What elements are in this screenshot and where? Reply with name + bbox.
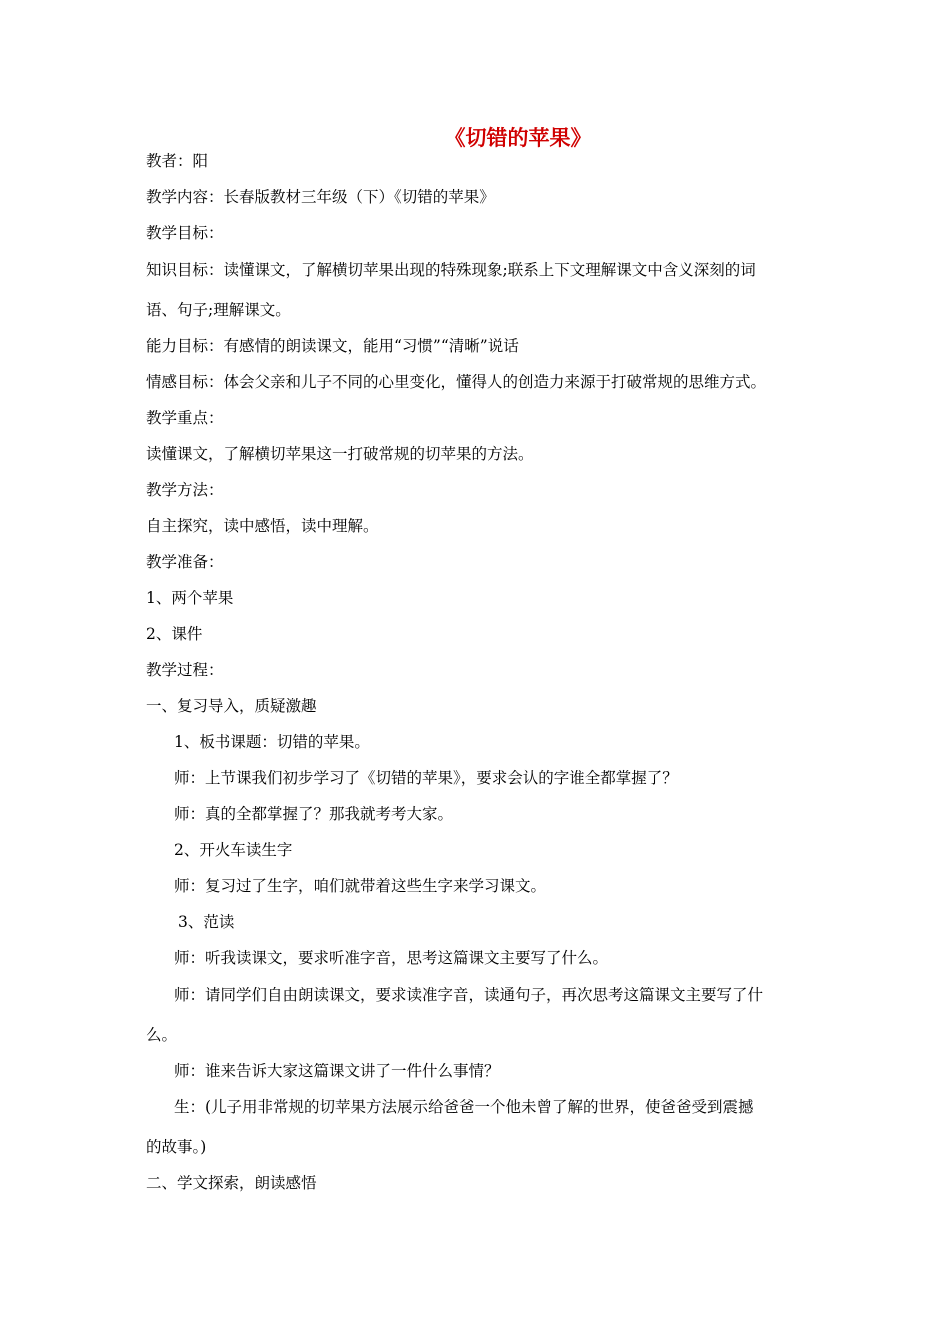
document-title: 《切错的苹果》 xyxy=(444,125,592,150)
text-line-prep-1: 1、两个苹果 xyxy=(146,589,234,607)
text-line-step-1: 1、板书课题：切错的苹果。 xyxy=(174,733,370,751)
text-line-section-1: 一、复习导入，质疑激趣 xyxy=(146,697,317,715)
text-line-knowledge-goal: 知识目标：读懂课文，了解横切苹果出现的特殊现象;联系上下文理解课文中含义深刻的词 xyxy=(146,261,756,279)
text-line-student-answer: 生：(儿子用非常规的切苹果方法展示给爸爸一个他未曾了解的世界，使爸爸受到震撼 xyxy=(174,1098,754,1116)
text-line-teacher: 教者：阳 xyxy=(146,152,209,170)
text-line-objectives-heading: 教学目标： xyxy=(146,224,224,242)
text-line-teacher-2: 师：真的全都掌握了？那我就考考大家。 xyxy=(174,805,454,823)
text-line-ability-goal: 能力目标：有感情的朗读课文，能用“习惯”“清晰”说话 xyxy=(146,337,519,355)
text-line-teacher-4: 师：听我读课文，要求听准字音，思考这篇课文主要写了什么。 xyxy=(174,949,609,967)
text-line-process-heading: 教学过程： xyxy=(146,661,224,679)
text-line-teacher-3: 师：复习过了生字，咱们就带着这些生字来学习课文。 xyxy=(174,877,547,895)
text-line-section-2: 二、学文探索，朗读感悟 xyxy=(146,1174,317,1192)
text-line-key-points-heading: 教学重点： xyxy=(146,409,224,427)
text-line-teacher-1: 师：上节课我们初步学习了《切错的苹果》，要求会认的字谁全都掌握了？ xyxy=(174,769,678,787)
text-line-teacher-5-cont: 么。 xyxy=(146,1026,178,1044)
text-line-key-points: 读懂课文，了解横切苹果这一打破常规的切苹果的方法。 xyxy=(146,445,534,463)
text-line-teacher-5: 师：请同学们自由朗读课文，要求读准字音，读通句子，再次思考这篇课文主要写了什 xyxy=(174,986,764,1004)
text-line-methods: 自主探究，读中感悟，读中理解。 xyxy=(146,517,379,535)
text-line-emotion-goal: 情感目标：体会父亲和儿子不同的心里变化，懂得人的创造力来源于打破常规的思维方式。 xyxy=(146,373,767,391)
text-line-methods-heading: 教学方法： xyxy=(146,481,224,499)
text-line-knowledge-goal-cont: 语、句子;理解课文。 xyxy=(146,301,291,319)
text-line-step-2: 2、开火车读生字 xyxy=(174,841,293,859)
text-line-content: 教学内容：长春版教材三年级（下）《切错的苹果》 xyxy=(146,188,495,206)
text-line-prep-2: 2、课件 xyxy=(146,625,203,643)
text-line-student-answer-cont: 的故事。) xyxy=(146,1138,207,1156)
text-line-prep-heading: 教学准备： xyxy=(146,553,224,571)
text-line-step-3: 3、范读 xyxy=(178,913,235,931)
text-line-teacher-6: 师：谁来告诉大家这篇课文讲了一件什么事情？ xyxy=(174,1062,500,1080)
